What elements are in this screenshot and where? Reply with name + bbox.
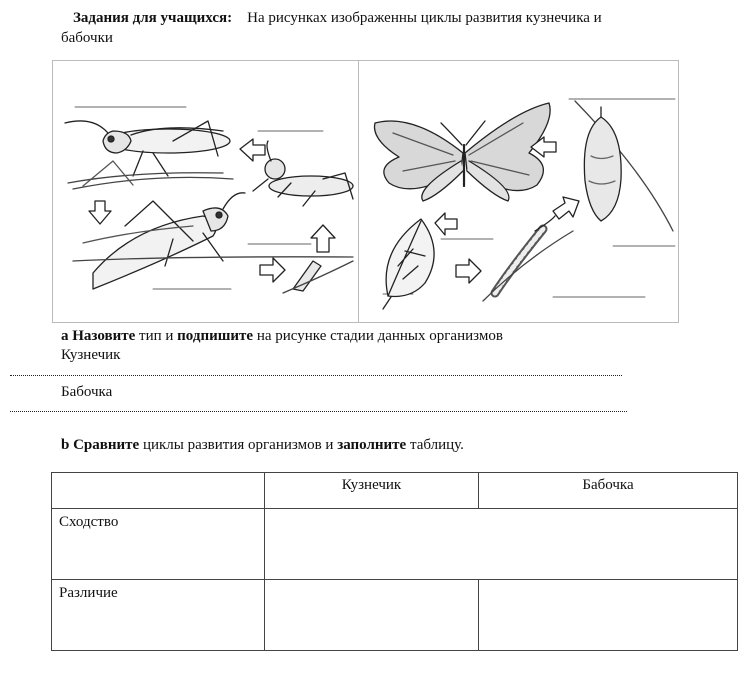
part-b-verb1: Сравните [73,437,140,453]
label-butterfly: Бабочка [61,384,113,400]
leaf-with-eggs-icon [383,219,434,309]
part-a-verb1: Назовите [72,328,136,344]
arrow-down-icon [89,201,111,224]
answer-line-butterfly[interactable] [10,411,627,412]
arrow-up-right-icon [553,197,579,219]
similarity-answer-cell[interactable] [265,509,738,580]
task-heading: Задания для учащихся: [73,10,233,26]
table-header-butterfly: Бабочка [479,473,738,509]
grasshopper-panel [65,107,353,293]
task-intro-cont: бабочки [61,30,113,46]
arrow-left-icon [240,139,265,161]
chrysalis-icon [575,101,673,231]
label-grasshopper: Кузнечик [61,347,121,363]
part-a-prompt [61,327,503,345]
grasshopper-eggs-icon [283,261,353,293]
arrow-right-icon [260,258,285,282]
adult-butterfly-icon [375,103,551,201]
part-b-prompt [61,436,464,454]
arrow-up-icon [311,225,335,252]
life-cycle-drawing [53,61,680,324]
table-row-similarity [52,509,738,580]
part-a-verb2: подпишите [177,328,254,344]
table-header-grasshopper: Кузнечик [265,473,479,509]
adult-grasshopper-icon [65,121,233,189]
part-b-text1: циклы развития организмов и [142,437,334,453]
difference-butterfly-cell[interactable] [479,580,738,651]
task-intro: На рисунках изображенны циклы развития кузнечика и [247,10,602,26]
table-header-empty [52,473,265,509]
row-label-similarity: Сходство [52,509,265,580]
nymph-grasshopper-icon [253,141,353,206]
task-heading-line [73,9,602,27]
table-row-difference [52,580,738,651]
part-a-text2: на рисунке стадии данных организмов [256,328,503,344]
difference-grasshopper-cell[interactable] [265,580,479,651]
caterpillar-icon [483,216,573,301]
part-a-letter: a [61,328,69,344]
part-a-text1: тип и [139,328,174,344]
comparison-table [51,472,738,651]
table-header-row [52,473,738,509]
part-b-text2: таблицу. [409,437,464,453]
row-label-difference: Различие [52,580,265,651]
life-cycle-figure [52,60,679,323]
arrow-right-icon-2 [456,259,481,283]
answer-line-grasshopper[interactable] [10,375,622,376]
part-b-verb2: заполните [337,437,407,453]
butterfly-panel [375,99,676,309]
arrow-left-icon-3 [435,213,457,235]
part-b-letter: b [61,437,70,453]
